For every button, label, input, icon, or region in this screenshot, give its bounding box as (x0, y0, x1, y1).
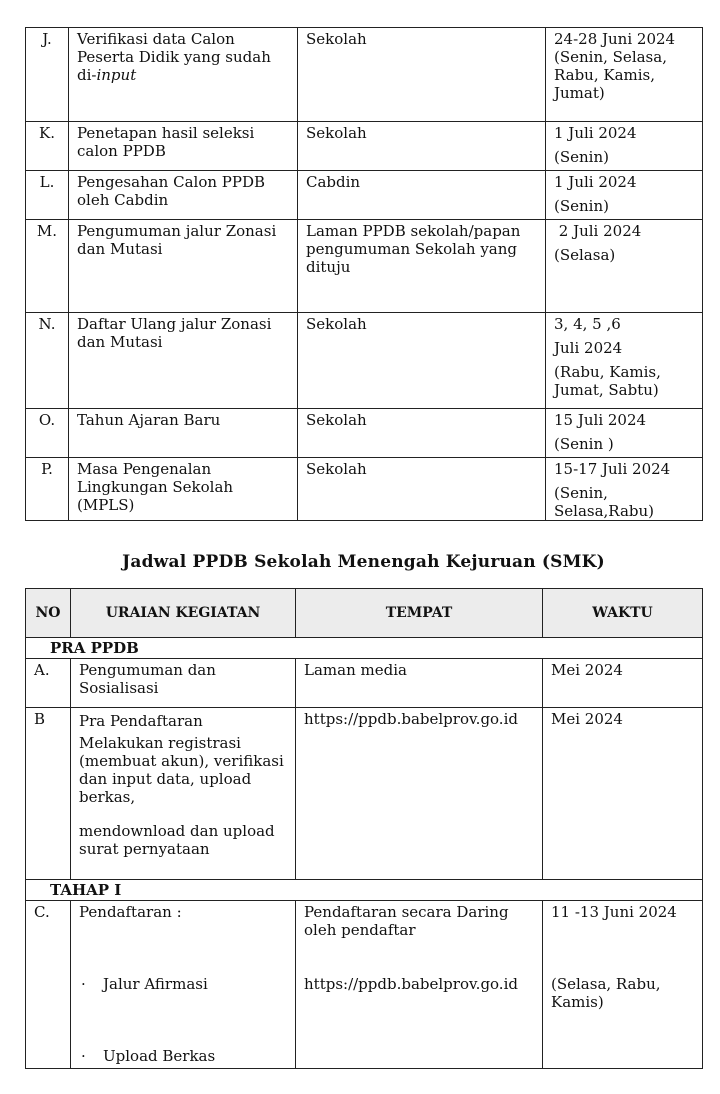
section-title: Jadwal PPDB Sekolah Menengah Kejuruan (SMK) (122, 552, 605, 572)
table-row (26, 659, 703, 708)
tempat-cell: Pendaftaran secara Daring oleh pendaftar https://ppdb.babelprov.go.id (304, 903, 518, 993)
kegiatan-cell: Pra Pendaftaran Melakukan registrasi (membuat akun), verifikasi dan input data, upload berkas, mendownload dan upload surat pernyataan (79, 712, 284, 858)
kegiatan-cell: Pengumuman dan Sosialisasi (79, 661, 216, 697)
kegiatan-cell: Masa Pengenalan Lingkungan Sekolah (MPLS) (77, 460, 234, 514)
tempat-link: https://ppdb.babelprov.go.id (304, 710, 518, 728)
section-tahap-1: TAHAP I (26, 880, 703, 901)
waktu-cell: 15 Juli 2024 (Senin ) (554, 411, 647, 453)
tempat-cell: Laman PPDB sekolah/papan pengumuman Sekolah yang dituju (306, 222, 521, 276)
table-row (26, 901, 703, 1069)
header-row (26, 589, 703, 638)
waktu-cell: Mei 2024 (551, 661, 623, 679)
bullet-item: · Jalur Afirmasi (79, 975, 289, 993)
row-number: L. (39, 173, 55, 191)
header-uraian: URAIAN KEGIATAN (71, 589, 296, 638)
row-number: M. (36, 222, 58, 240)
kegiatan-cell: Tahun Ajaran Baru (77, 411, 221, 429)
kegiatan-cell: Pengumuman jalur Zonasi dan Mutasi (77, 222, 277, 258)
kegiatan-cell: Pendaftaran : · Jalur Afirmasi · Upload Berkas (71, 901, 295, 1065)
table-row (26, 708, 703, 880)
waktu-cell: 24-28 Juni 2024 (Senin, Selasa, Rabu, Kamis, Jumat) (554, 30, 676, 102)
waktu-cell: 15-17 Juli 2024 (Senin, Selasa,Rabu) (554, 460, 671, 520)
table-row (26, 171, 703, 220)
header-tempat: TEMPAT (296, 589, 543, 638)
row-number: J. (42, 30, 52, 48)
header-waktu: WAKTU (543, 589, 703, 638)
kegiatan-cell: Penetapan hasil seleksi calon PPDB (77, 124, 255, 160)
table-row (26, 313, 703, 409)
tempat-cell: Laman media (304, 661, 407, 679)
section-row (26, 880, 703, 901)
waktu-cell: 1 Juli 2024 (Senin) (554, 173, 637, 215)
row-number: C. (34, 903, 50, 921)
waktu-cell: 1 Juli 2024 (Senin) (554, 124, 637, 166)
tempat-cell: Sekolah (306, 124, 367, 142)
row-number: N. (38, 315, 56, 333)
section-row (26, 638, 703, 659)
row-number: P. (41, 460, 53, 478)
tempat-cell: Sekolah (306, 30, 367, 48)
table-row (26, 28, 703, 122)
waktu-cell: 11 -13 Juni 2024 (Selasa, Rabu, Kamis) (551, 903, 677, 1011)
tempat-cell: Sekolah (306, 460, 367, 478)
waktu-cell: Mei 2024 (551, 710, 623, 728)
table-row (26, 458, 703, 521)
kegiatan-cell: Verifikasi data Calon Peserta Didik yang sudah di-input (77, 30, 271, 84)
waktu-cell: 3, 4, 5 ,6 Juli 2024 (Rabu, Kamis, Jumat, Sabtu) (554, 315, 661, 399)
tempat-cell: Sekolah (306, 315, 367, 333)
section-pra-ppdb: PRA PPDB (26, 638, 703, 659)
waktu-cell: 2 Juli 2024 (Selasa) (554, 222, 642, 264)
kegiatan-cell: Pengesahan Calon PPDB oleh Cabdin (77, 173, 266, 209)
table-row (26, 122, 703, 171)
table-row (26, 409, 703, 458)
tempat-cell: Sekolah (306, 411, 367, 429)
table-row (26, 220, 703, 313)
row-number: B (34, 710, 46, 728)
row-number: O. (38, 411, 56, 429)
row-number: K. (39, 124, 55, 142)
header-no: NO (26, 589, 71, 638)
tempat-cell: Cabdin (306, 173, 361, 191)
schedule-table-continued (25, 27, 703, 521)
row-number: A. (34, 661, 50, 679)
bullet-item: · Upload Berkas (79, 1047, 289, 1065)
smk-schedule-table (25, 588, 703, 1069)
kegiatan-cell: Daftar Ulang jalur Zonasi dan Mutasi (77, 315, 272, 351)
